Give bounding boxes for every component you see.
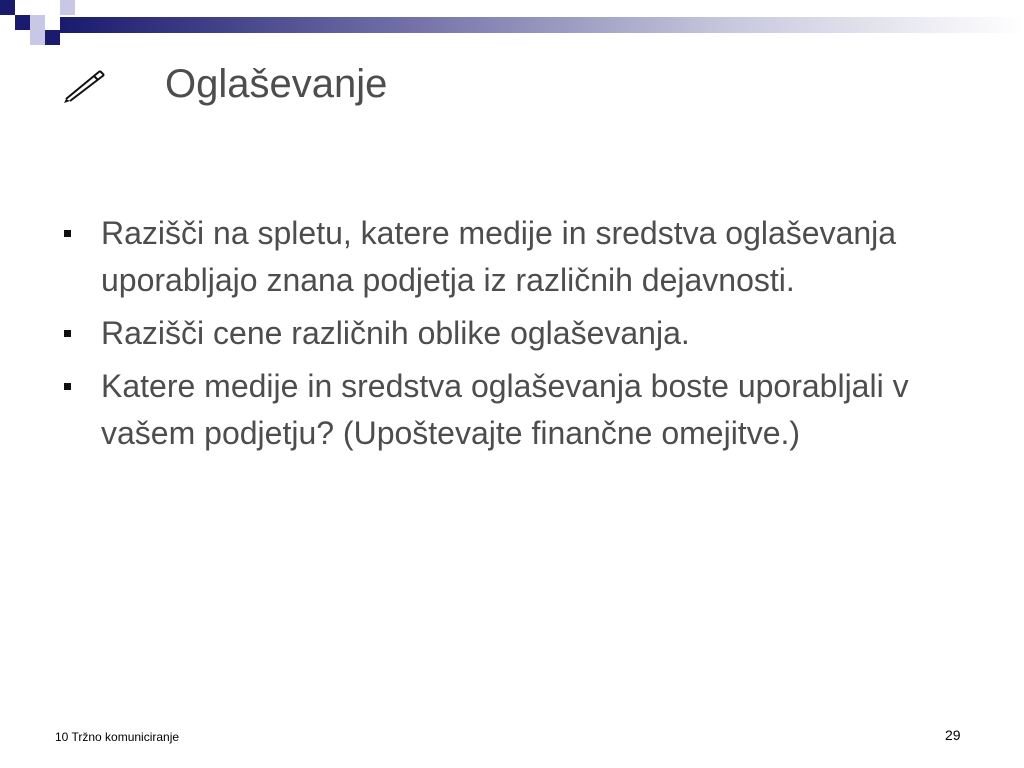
bullet-item (60, 210, 960, 304)
page-number: 29 (945, 727, 961, 743)
pencil-icon (60, 65, 108, 105)
bullet-item (60, 310, 960, 357)
bullet-text: Razišči na spletu, katere medije in sredstva oglaševanja uporabljajo znana podjetja iz različnih dejavnosti. (101, 215, 897, 298)
deco-square (0, 15, 15, 30)
bullet-square-icon (64, 230, 71, 237)
bullet-text: Razišči cene različnih oblike oglaševanja. (101, 315, 690, 351)
bullet-square-icon (64, 330, 71, 337)
bullet-list (60, 210, 960, 463)
slide-title: Oglaševanje (165, 62, 388, 106)
bullet-square-icon (64, 383, 71, 390)
deco-square (15, 15, 30, 30)
deco-square (30, 15, 45, 30)
deco-square (45, 15, 60, 30)
deco-square (45, 30, 60, 45)
bullet-text: Katere medije in sredstva oglaševanja boste uporabljali v vašem podjetju? (Upoštevajte finančne omejitve.) (101, 368, 909, 451)
deco-square (60, 0, 75, 15)
footer-text: 10 Tržno komuniciranje (55, 730, 180, 744)
deco-square (15, 0, 30, 15)
deco-square (30, 30, 45, 45)
header-gradient-band (0, 0, 1024, 47)
bullet-item (60, 363, 960, 457)
deco-square (0, 0, 15, 15)
